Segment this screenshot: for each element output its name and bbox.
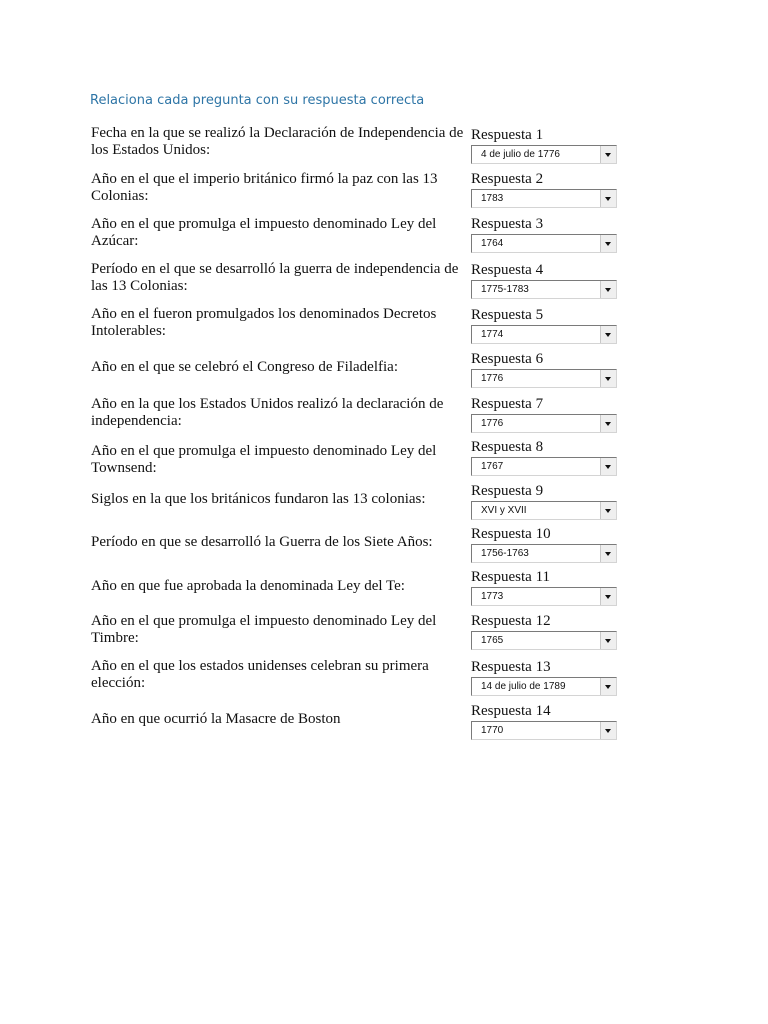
page-title: Relaciona cada pregunta con su respuesta correcta bbox=[90, 93, 425, 108]
question-text: Año en que fue aprobada la denominada Ley del Te: bbox=[91, 577, 405, 594]
answer-group bbox=[471, 262, 621, 299]
chevron-down-icon[interactable] bbox=[600, 326, 616, 343]
chevron-down-icon[interactable] bbox=[600, 281, 616, 298]
chevron-down-icon[interactable] bbox=[600, 722, 616, 739]
chevron-down-icon[interactable] bbox=[600, 632, 616, 649]
question-text: Fecha en la que se realizó la Declaración de Independencia de los Estados Unidos: bbox=[91, 125, 464, 158]
question-text: Año en el que promulga el impuesto denominado Ley del Timbre: bbox=[91, 613, 437, 646]
answer-group bbox=[471, 351, 621, 388]
question-text: Período en que se desarrolló la Guerra de los Siete Años: bbox=[91, 533, 433, 550]
answer-select[interactable] bbox=[471, 631, 617, 650]
answer-label: Respuesta 11 bbox=[471, 569, 551, 585]
question-text: Año en el que promulga el impuesto denominado Ley del Azúcar: bbox=[91, 216, 437, 249]
chevron-down-icon[interactable] bbox=[600, 235, 616, 252]
question-text: Año en el que promulga el impuesto denominado Ley del Townsend: bbox=[91, 443, 437, 476]
answer-select[interactable] bbox=[471, 721, 617, 740]
answer-label: Respuesta 1 bbox=[471, 127, 544, 143]
select-value: 1765 bbox=[481, 635, 504, 646]
answer-select[interactable] bbox=[471, 414, 617, 433]
chevron-down-icon[interactable] bbox=[600, 458, 616, 475]
answer-label: Respuesta 9 bbox=[471, 483, 544, 499]
question-text: Año en la que los Estados Unidos realizó la declaración de independencia: bbox=[91, 396, 444, 429]
answer-label: Respuesta 4 bbox=[471, 262, 544, 278]
answer-label: Respuesta 6 bbox=[471, 351, 544, 367]
select-value: 1767 bbox=[481, 461, 504, 472]
select-value: 1783 bbox=[481, 193, 504, 204]
answer-label: Respuesta 8 bbox=[471, 439, 544, 455]
select-value: 1776 bbox=[481, 373, 504, 384]
answer-group bbox=[471, 569, 621, 606]
answer-label: Respuesta 13 bbox=[471, 659, 551, 675]
answer-select[interactable] bbox=[471, 369, 617, 388]
select-value: 1756-1763 bbox=[481, 548, 529, 559]
select-value: 1775-1783 bbox=[481, 284, 529, 295]
question-text: Año en el fueron promulgados los denominados Decretos Intolerables: bbox=[91, 306, 437, 339]
answer-group bbox=[471, 307, 621, 344]
select-value: 4 de julio de 1776 bbox=[481, 149, 560, 160]
answer-group bbox=[471, 659, 621, 696]
answer-label: Respuesta 14 bbox=[471, 703, 551, 719]
answer-select[interactable] bbox=[471, 280, 617, 299]
answer-group bbox=[471, 483, 621, 520]
answer-select[interactable] bbox=[471, 677, 617, 696]
answer-group bbox=[471, 613, 621, 650]
answer-select[interactable] bbox=[471, 501, 617, 520]
answer-select[interactable] bbox=[471, 325, 617, 344]
answer-select[interactable] bbox=[471, 587, 617, 606]
question-text: Período en el que se desarrolló la guerra de independencia de las 13 Colonias: bbox=[91, 261, 459, 294]
chevron-down-icon[interactable] bbox=[600, 502, 616, 519]
chevron-down-icon[interactable] bbox=[600, 370, 616, 387]
chevron-down-icon[interactable] bbox=[600, 190, 616, 207]
answer-label: Respuesta 7 bbox=[471, 396, 544, 412]
question-text: Año en el que el imperio británico firmó la paz con las 13 Colonias: bbox=[91, 171, 438, 204]
answer-label: Respuesta 5 bbox=[471, 307, 544, 323]
answer-select[interactable] bbox=[471, 457, 617, 476]
select-value: 1773 bbox=[481, 591, 504, 602]
chevron-down-icon[interactable] bbox=[600, 588, 616, 605]
answer-group bbox=[471, 439, 621, 476]
select-value: 1774 bbox=[481, 329, 504, 340]
answer-select[interactable] bbox=[471, 145, 617, 164]
select-value: 1770 bbox=[481, 725, 504, 736]
select-value: 14 de julio de 1789 bbox=[481, 681, 566, 692]
answer-group bbox=[471, 171, 621, 208]
answer-label: Respuesta 10 bbox=[471, 526, 551, 542]
answer-group bbox=[471, 703, 621, 740]
answer-select[interactable] bbox=[471, 234, 617, 253]
answer-label: Respuesta 3 bbox=[471, 216, 544, 232]
chevron-down-icon[interactable] bbox=[600, 146, 616, 163]
answer-select[interactable] bbox=[471, 189, 617, 208]
question-text: Año en que ocurrió la Masacre de Boston bbox=[91, 710, 341, 727]
question-text: Siglos en la que los británicos fundaron las 13 colonias: bbox=[91, 490, 426, 507]
answer-group bbox=[471, 216, 621, 253]
select-value: 1764 bbox=[481, 238, 504, 249]
answer-label: Respuesta 2 bbox=[471, 171, 544, 187]
answer-label: Respuesta 12 bbox=[471, 613, 551, 629]
question-text: Año en el que se celebró el Congreso de Filadelfia: bbox=[91, 358, 398, 375]
chevron-down-icon[interactable] bbox=[600, 415, 616, 432]
chevron-down-icon[interactable] bbox=[600, 545, 616, 562]
answer-select[interactable] bbox=[471, 544, 617, 563]
answer-group bbox=[471, 127, 621, 164]
select-value: XVI y XVII bbox=[481, 505, 527, 516]
question-text: Año en el que los estados unidenses celebran su primera elección: bbox=[91, 658, 429, 691]
select-value: 1776 bbox=[481, 418, 504, 429]
chevron-down-icon[interactable] bbox=[600, 678, 616, 695]
answer-group bbox=[471, 396, 621, 433]
answer-group bbox=[471, 526, 621, 563]
